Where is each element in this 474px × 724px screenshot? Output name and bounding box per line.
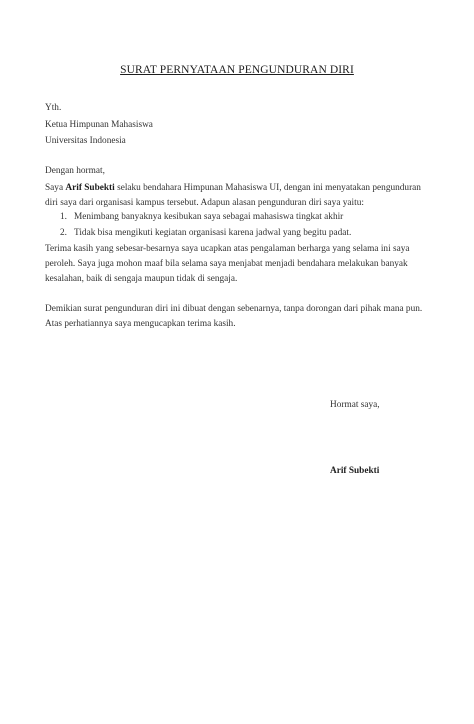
closing-line: Atas perhatiannya saya mengucapkan terima kasih. xyxy=(45,319,236,329)
address-line: Yth. xyxy=(45,103,62,113)
address-line: Ketua Himpunan Mahasiswa xyxy=(45,119,153,130)
closing-paragraph xyxy=(45,302,430,332)
regards-text: Hormat saya, xyxy=(330,400,380,410)
reason-number: 1. xyxy=(60,212,67,222)
thanks-paragraph xyxy=(45,242,430,287)
intro-prefix: Saya xyxy=(45,183,66,193)
letter-title: SURAT PERNYATAAN PENGUNDURAN DIRI xyxy=(120,64,354,76)
recipient-address xyxy=(45,100,430,150)
closing-line: Demikian surat pengunduran diri ini dibuat dengan sebenarnya, tanpa dorongan dari pihak mana pun. xyxy=(45,304,423,314)
signer-name: Arif Subekti xyxy=(330,466,380,476)
intro-rest: selaku bendahara Himpunan Mahasiswa UI, dengan ini menyatakan pengunduran xyxy=(114,183,421,193)
sender-name: Arif Subekti xyxy=(65,183,115,193)
intro-line xyxy=(45,181,430,196)
reason-item xyxy=(60,225,430,241)
thanks-line: Terima kasih yang sebesar-besarnya saya ucapkan atas pengalaman berharga yang selama ini saya xyxy=(45,244,410,254)
intro-line: diri saya dari organisasi kampus tersebut. Adapun alasan pengunduran diri saya yaitu: xyxy=(45,198,364,208)
address-line: Universitas Indonesia xyxy=(45,136,126,146)
thanks-line: peroleh. Saya juga mohon maaf bila selama saya menjabat menjadi bendahara melakukan banyak xyxy=(45,259,408,269)
reason-text: Menimbang banyaknya kesibukan saya sebagai mahasiswa tingkat akhir xyxy=(74,212,344,222)
reason-number: 2. xyxy=(60,228,67,238)
intro-paragraph xyxy=(45,181,430,211)
reason-item xyxy=(60,209,430,225)
greeting: Dengan hormat, xyxy=(45,166,105,176)
reason-text: Tidak bisa mengikuti kegiatan organisasi karena jadwal yang begitu padat. xyxy=(74,228,352,238)
thanks-line: kesalahan, baik di sengaja maupun tidak di sengaja. xyxy=(45,274,238,284)
